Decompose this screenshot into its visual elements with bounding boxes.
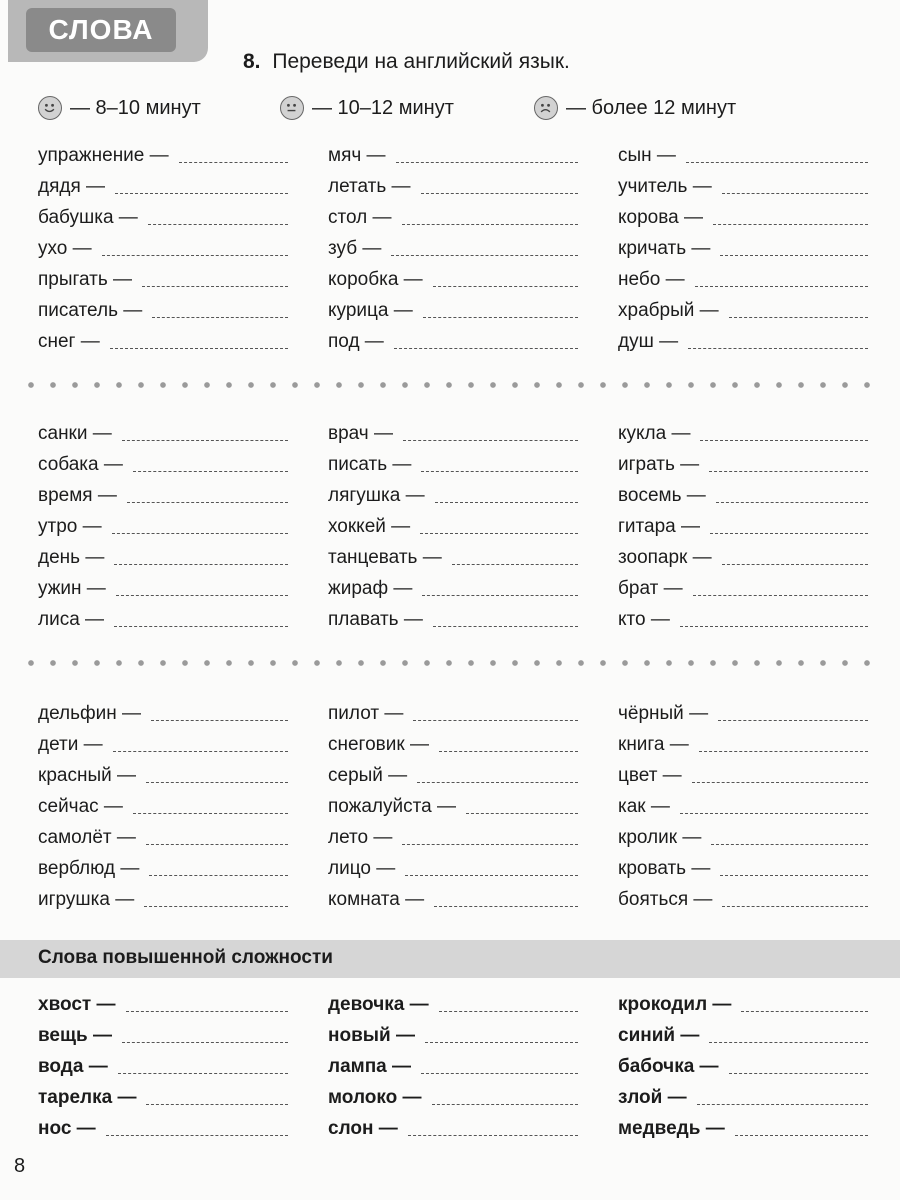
answer-blank[interactable] bbox=[421, 459, 578, 472]
answer-blank[interactable] bbox=[149, 863, 288, 876]
word-label: плавать — bbox=[328, 609, 423, 630]
word-label: бабочка — bbox=[618, 1056, 719, 1077]
word-item bbox=[618, 174, 868, 200]
word-item bbox=[618, 236, 868, 262]
answer-blank[interactable] bbox=[408, 1123, 578, 1136]
answer-blank[interactable] bbox=[148, 212, 288, 225]
answer-blank[interactable] bbox=[102, 243, 288, 256]
word-item bbox=[618, 887, 868, 913]
answer-blank[interactable] bbox=[722, 181, 868, 194]
answer-blank[interactable] bbox=[422, 583, 578, 596]
word-item bbox=[38, 298, 288, 324]
answer-blank[interactable] bbox=[112, 521, 288, 534]
word-item bbox=[328, 607, 578, 633]
answer-blank[interactable] bbox=[417, 770, 578, 783]
answer-blank[interactable] bbox=[433, 274, 578, 287]
word-item bbox=[618, 607, 868, 633]
answer-blank[interactable] bbox=[699, 739, 868, 752]
word-item bbox=[328, 1116, 578, 1142]
word-item bbox=[618, 421, 868, 447]
answer-blank[interactable] bbox=[720, 243, 868, 256]
answer-blank[interactable] bbox=[711, 832, 868, 845]
timing-item bbox=[280, 96, 454, 120]
answer-blank[interactable] bbox=[680, 614, 868, 627]
word-label: жираф — bbox=[328, 578, 413, 599]
word-label: под — bbox=[328, 331, 384, 352]
section-tab-label: СЛОВА bbox=[48, 14, 154, 45]
word-item bbox=[38, 1054, 288, 1080]
answer-blank[interactable] bbox=[118, 1061, 288, 1074]
word-item bbox=[618, 329, 868, 355]
word-label: красный — bbox=[38, 765, 136, 786]
word-label: восемь — bbox=[618, 485, 706, 506]
word-label: дети — bbox=[38, 734, 103, 755]
timing-text: — 8–10 минут bbox=[70, 96, 201, 119]
word-item bbox=[328, 329, 578, 355]
word-label: ухо — bbox=[38, 238, 92, 259]
answer-blank[interactable] bbox=[152, 305, 288, 318]
answer-blank[interactable] bbox=[402, 212, 578, 225]
word-item bbox=[618, 732, 868, 758]
word-label: кричать — bbox=[618, 238, 711, 259]
word-item bbox=[38, 992, 288, 1018]
word-item bbox=[38, 329, 288, 355]
word-item bbox=[328, 514, 578, 540]
word-label: девочка — bbox=[328, 994, 429, 1015]
word-label: небо — bbox=[618, 269, 685, 290]
word-item bbox=[38, 452, 288, 478]
word-item bbox=[618, 763, 868, 789]
answer-blank[interactable] bbox=[435, 490, 578, 503]
word-label: стол — bbox=[328, 207, 392, 228]
word-label: вещь — bbox=[38, 1025, 112, 1046]
answer-blank[interactable] bbox=[146, 832, 288, 845]
word-label: санки — bbox=[38, 423, 112, 444]
word-label: писать — bbox=[328, 454, 412, 475]
word-item bbox=[38, 701, 288, 727]
word-item bbox=[618, 794, 868, 820]
word-item bbox=[38, 545, 288, 571]
word-label: зоопарк — bbox=[618, 547, 712, 568]
word-item bbox=[38, 794, 288, 820]
word-label: снеговик — bbox=[328, 734, 429, 755]
answer-blank[interactable] bbox=[735, 1123, 868, 1136]
word-item bbox=[38, 421, 288, 447]
word-item bbox=[328, 701, 578, 727]
answer-blank[interactable] bbox=[722, 552, 868, 565]
word-label: врач — bbox=[328, 423, 393, 444]
word-item bbox=[38, 763, 288, 789]
answer-blank[interactable] bbox=[452, 552, 578, 565]
answer-blank[interactable] bbox=[146, 770, 288, 783]
answer-blank[interactable] bbox=[432, 1092, 578, 1105]
word-label: собака — bbox=[38, 454, 123, 475]
word-item bbox=[38, 576, 288, 602]
word-item bbox=[328, 992, 578, 1018]
word-label: утро — bbox=[38, 516, 102, 537]
word-item bbox=[328, 1023, 578, 1049]
word-item bbox=[38, 143, 288, 169]
word-label: хоккей — bbox=[328, 516, 411, 537]
word-label: синий — bbox=[618, 1025, 700, 1046]
page-number: 8 bbox=[14, 1155, 26, 1177]
word-label: молоко — bbox=[328, 1087, 422, 1108]
word-label: слон — bbox=[328, 1118, 398, 1139]
word-label: время — bbox=[38, 485, 117, 506]
word-label: зуб — bbox=[328, 238, 382, 259]
hard-section-title: Слова повышенной сложности bbox=[38, 947, 333, 968]
word-item bbox=[328, 174, 578, 200]
answer-blank[interactable] bbox=[686, 150, 868, 163]
word-label: танцевать — bbox=[328, 547, 442, 568]
word-label: медведь — bbox=[618, 1118, 725, 1139]
answer-blank[interactable] bbox=[718, 708, 868, 721]
word-label: прыгать — bbox=[38, 269, 133, 290]
word-item bbox=[328, 576, 578, 602]
answer-blank[interactable] bbox=[396, 150, 578, 163]
word-label: серый — bbox=[328, 765, 408, 786]
answer-blank[interactable] bbox=[144, 894, 288, 907]
word-item bbox=[618, 514, 868, 540]
answer-blank[interactable] bbox=[403, 428, 578, 441]
answer-blank[interactable] bbox=[688, 336, 868, 349]
word-label: лето — bbox=[328, 827, 393, 848]
word-item bbox=[328, 267, 578, 293]
word-label: цвет — bbox=[618, 765, 682, 786]
dotted-divider bbox=[20, 382, 880, 388]
word-item bbox=[328, 1054, 578, 1080]
answer-blank[interactable] bbox=[709, 1030, 868, 1043]
word-label: пилот — bbox=[328, 703, 404, 724]
word-item bbox=[328, 483, 578, 509]
word-item bbox=[328, 452, 578, 478]
answer-blank[interactable] bbox=[394, 336, 578, 349]
answer-blank[interactable] bbox=[439, 739, 578, 752]
word-item bbox=[618, 545, 868, 571]
answer-blank[interactable] bbox=[179, 150, 288, 163]
word-label: душ — bbox=[618, 331, 679, 352]
word-item bbox=[38, 205, 288, 231]
word-item bbox=[328, 887, 578, 913]
word-label: новый — bbox=[328, 1025, 415, 1046]
timing-item bbox=[38, 96, 201, 120]
answer-blank[interactable] bbox=[127, 490, 288, 503]
timing-item bbox=[534, 96, 736, 120]
word-item bbox=[618, 992, 868, 1018]
word-item bbox=[38, 514, 288, 540]
word-label: комната — bbox=[328, 889, 425, 910]
answer-blank[interactable] bbox=[420, 521, 578, 534]
answer-blank[interactable] bbox=[692, 770, 868, 783]
answer-blank[interactable] bbox=[110, 336, 288, 349]
dotted-divider bbox=[20, 660, 880, 666]
answer-blank[interactable] bbox=[405, 863, 578, 876]
word-item bbox=[38, 1023, 288, 1049]
word-item bbox=[618, 483, 868, 509]
answer-blank[interactable] bbox=[710, 521, 868, 534]
word-label: гитара — bbox=[618, 516, 701, 537]
answer-blank[interactable] bbox=[680, 801, 868, 814]
answer-blank[interactable] bbox=[113, 739, 288, 752]
word-item bbox=[328, 205, 578, 231]
word-label: злой — bbox=[618, 1087, 687, 1108]
answer-blank[interactable] bbox=[693, 583, 868, 596]
word-label: лицо — bbox=[328, 858, 396, 879]
word-item bbox=[328, 298, 578, 324]
answer-blank[interactable] bbox=[722, 894, 868, 907]
word-item bbox=[328, 1085, 578, 1111]
word-item bbox=[38, 483, 288, 509]
answer-blank[interactable] bbox=[697, 1092, 868, 1105]
answer-blank[interactable] bbox=[421, 1061, 578, 1074]
sad-smiley-icon bbox=[534, 96, 558, 120]
word-label: дельфин — bbox=[38, 703, 142, 724]
word-item bbox=[618, 298, 868, 324]
word-item bbox=[38, 1116, 288, 1142]
word-label: учитель — bbox=[618, 176, 712, 197]
word-label: вода — bbox=[38, 1056, 108, 1077]
word-label: дядя — bbox=[38, 176, 106, 197]
answer-blank[interactable] bbox=[146, 1092, 288, 1105]
happy-smiley-icon bbox=[38, 96, 62, 120]
word-item bbox=[618, 205, 868, 231]
task-heading bbox=[243, 50, 570, 74]
task-text: Переведи на английский язык. bbox=[272, 50, 570, 73]
answer-blank[interactable] bbox=[114, 614, 288, 627]
word-label: упражнение — bbox=[38, 145, 169, 166]
hard-section-bar bbox=[0, 940, 900, 978]
word-label: кролик — bbox=[618, 827, 702, 848]
word-item bbox=[328, 545, 578, 571]
word-item bbox=[38, 732, 288, 758]
word-item bbox=[618, 576, 868, 602]
word-item bbox=[328, 236, 578, 262]
word-label: коробка — bbox=[328, 269, 423, 290]
word-item bbox=[328, 763, 578, 789]
word-item bbox=[618, 1054, 868, 1080]
word-label: кровать — bbox=[618, 858, 711, 879]
word-label: ужин — bbox=[38, 578, 106, 599]
word-label: игрушка — bbox=[38, 889, 135, 910]
answer-blank[interactable] bbox=[413, 708, 578, 721]
timing-text: — 10–12 минут bbox=[312, 96, 454, 119]
neutral-smiley-icon bbox=[280, 96, 304, 120]
answer-blank[interactable] bbox=[142, 274, 288, 287]
word-label: кукла — bbox=[618, 423, 691, 444]
answer-blank[interactable] bbox=[114, 552, 288, 565]
word-item bbox=[618, 856, 868, 882]
answer-blank[interactable] bbox=[720, 863, 868, 876]
word-item bbox=[328, 794, 578, 820]
word-item bbox=[38, 1085, 288, 1111]
word-label: сейчас — bbox=[38, 796, 123, 817]
answer-blank[interactable] bbox=[116, 583, 288, 596]
task-number: 8. bbox=[243, 50, 261, 73]
answer-blank[interactable] bbox=[466, 801, 578, 814]
answer-blank[interactable] bbox=[425, 1030, 578, 1043]
word-item bbox=[618, 701, 868, 727]
timing-legend bbox=[38, 96, 878, 126]
answer-blank[interactable] bbox=[741, 999, 868, 1012]
word-item bbox=[618, 1023, 868, 1049]
word-item bbox=[328, 825, 578, 851]
answer-blank[interactable] bbox=[133, 459, 288, 472]
answer-blank[interactable] bbox=[126, 999, 288, 1012]
answer-blank[interactable] bbox=[439, 999, 578, 1012]
word-label: курица — bbox=[328, 300, 413, 321]
word-label: хвост — bbox=[38, 994, 116, 1015]
word-item bbox=[38, 607, 288, 633]
answer-blank[interactable] bbox=[434, 894, 578, 907]
word-label: бояться — bbox=[618, 889, 713, 910]
word-label: нос — bbox=[38, 1118, 96, 1139]
word-item bbox=[38, 267, 288, 293]
answer-blank[interactable] bbox=[433, 614, 578, 627]
word-label: лягушка — bbox=[328, 485, 425, 506]
word-label: лампа — bbox=[328, 1056, 412, 1077]
word-label: брат — bbox=[618, 578, 683, 599]
answer-blank[interactable] bbox=[421, 181, 578, 194]
word-label: снег — bbox=[38, 331, 100, 352]
answer-blank[interactable] bbox=[151, 708, 288, 721]
answer-blank[interactable] bbox=[695, 274, 868, 287]
section-tab-label-box bbox=[26, 8, 176, 52]
word-label: книга — bbox=[618, 734, 689, 755]
answer-blank[interactable] bbox=[115, 181, 288, 194]
answer-blank[interactable] bbox=[402, 832, 578, 845]
answer-blank[interactable] bbox=[713, 212, 868, 225]
word-item bbox=[328, 421, 578, 447]
word-label: играть — bbox=[618, 454, 700, 475]
timing-text: — более 12 минут bbox=[566, 96, 737, 119]
answer-blank[interactable] bbox=[716, 490, 868, 503]
word-item bbox=[38, 825, 288, 851]
word-item bbox=[38, 887, 288, 913]
word-label: крокодил — bbox=[618, 994, 732, 1015]
answer-blank[interactable] bbox=[122, 1030, 288, 1043]
section-tab bbox=[8, 0, 208, 62]
word-item bbox=[38, 856, 288, 882]
word-label: как — bbox=[618, 796, 670, 817]
answer-blank[interactable] bbox=[709, 459, 868, 472]
answer-blank[interactable] bbox=[729, 1061, 868, 1074]
word-label: бабушка — bbox=[38, 207, 138, 228]
word-item bbox=[38, 174, 288, 200]
word-label: сын — bbox=[618, 145, 676, 166]
word-item bbox=[328, 856, 578, 882]
word-label: тарелка — bbox=[38, 1087, 137, 1108]
answer-blank[interactable] bbox=[423, 305, 578, 318]
word-label: верблюд — bbox=[38, 858, 140, 879]
word-label: чёрный — bbox=[618, 703, 709, 724]
word-label: лиса — bbox=[38, 609, 105, 630]
word-label: храбрый — bbox=[618, 300, 719, 321]
word-label: летать — bbox=[328, 176, 411, 197]
word-item bbox=[618, 825, 868, 851]
word-item bbox=[38, 236, 288, 262]
word-label: кто — bbox=[618, 609, 670, 630]
word-item bbox=[328, 732, 578, 758]
answer-blank[interactable] bbox=[700, 428, 868, 441]
word-item bbox=[618, 1085, 868, 1111]
word-item bbox=[618, 267, 868, 293]
word-item bbox=[328, 143, 578, 169]
word-label: самолёт — bbox=[38, 827, 136, 848]
word-item bbox=[618, 1116, 868, 1142]
answer-blank[interactable] bbox=[391, 243, 578, 256]
word-item bbox=[618, 143, 868, 169]
answer-blank[interactable] bbox=[133, 801, 288, 814]
word-label: день — bbox=[38, 547, 105, 568]
word-label: мяч — bbox=[328, 145, 386, 166]
word-item bbox=[618, 452, 868, 478]
word-label: писатель — bbox=[38, 300, 143, 321]
answer-blank[interactable] bbox=[729, 305, 868, 318]
word-label: корова — bbox=[618, 207, 703, 228]
answer-blank[interactable] bbox=[106, 1123, 288, 1136]
answer-blank[interactable] bbox=[122, 428, 288, 441]
word-label: пожалуйста — bbox=[328, 796, 456, 817]
